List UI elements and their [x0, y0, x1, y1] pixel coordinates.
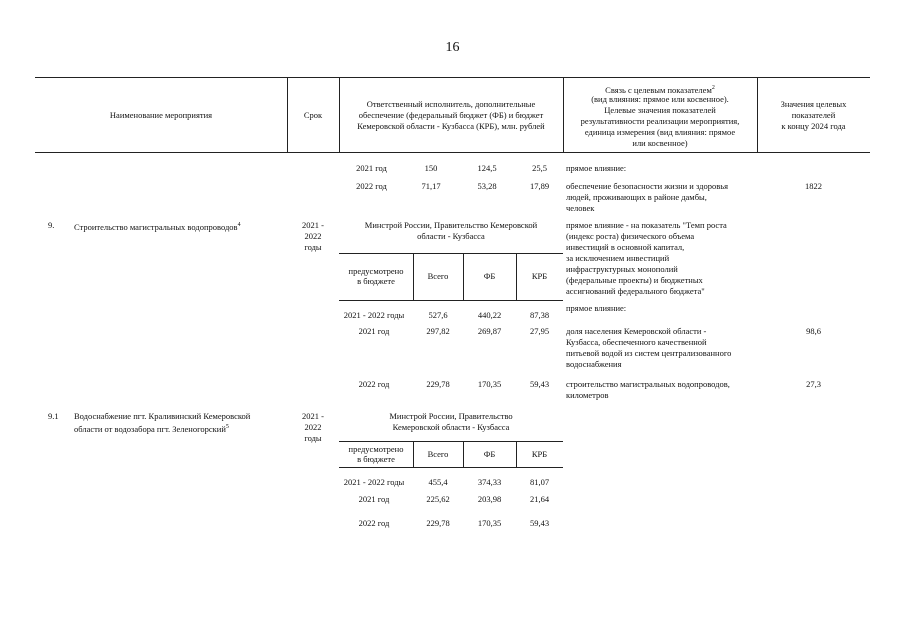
- cell-year: 2022 год: [358, 518, 390, 528]
- header-values-line: показателей: [791, 110, 836, 120]
- link-line: Кузбасса, обеспеченного качественной: [566, 337, 707, 347]
- header-exec-line: Ответственный исполнитель, дополнительные: [366, 99, 536, 109]
- item91-number: 9.1: [48, 411, 59, 421]
- item91-exec-line: Кемеровской области - Кузбасса: [392, 422, 510, 432]
- link-line: ассигнований федерального бюджета": [566, 286, 705, 296]
- page-number: 16: [445, 40, 460, 55]
- header-values-line: к концу 2024 года: [781, 121, 846, 131]
- cell-krb: 59,43: [529, 379, 550, 389]
- item9-name-text: Строительство магистральных водопроводов: [74, 221, 238, 232]
- header-link-line: (вид влияния: прямое или косвенное).: [591, 94, 729, 104]
- cell-year: 2021 год: [358, 494, 390, 504]
- header-link-sup: 2: [711, 85, 715, 91]
- header-link-text: Связь с целевым показателем: [605, 84, 712, 95]
- cell-fb: 53,28: [477, 181, 497, 191]
- link-line: водоснабжения: [566, 359, 622, 369]
- item91-exec-line: Минстрой России, Правительство: [389, 411, 513, 421]
- item91-name-text: области от водозабора пгт. Зеленогорский: [74, 423, 226, 434]
- item9-subtable-top: [339, 253, 563, 254]
- item9-sub-total: Всего: [427, 271, 449, 281]
- link-line: строительство магистральных водопроводов,: [566, 379, 730, 389]
- sub-planned-line: предусмотрено: [348, 266, 404, 276]
- cell-krb: 59,43: [529, 518, 550, 528]
- item9-term-line: годы: [304, 242, 322, 252]
- item91-term-line: 2022: [304, 422, 322, 432]
- top-value: 1822: [805, 181, 822, 191]
- cell-krb: 81,07: [529, 477, 550, 487]
- top-link-line: людей, проживающих в районе дамбы,: [566, 192, 707, 202]
- cell-year: 2022 год: [358, 379, 390, 389]
- cell-year: 2021 год: [356, 163, 387, 173]
- item91-sub-krb: КРБ: [531, 449, 548, 459]
- cell-krb: 87,38: [529, 310, 550, 320]
- link-line: за исключением инвестиций: [566, 253, 670, 263]
- cell-total: 229,78: [426, 518, 450, 528]
- cell-fb: 170,35: [477, 518, 502, 528]
- item9-name: [74, 220, 241, 233]
- cell-year: 2021 - 2022 годы: [343, 477, 405, 487]
- header-link-line: результативности реализации мероприятия,: [580, 116, 740, 126]
- link-line: инвестиций в основной капитал,: [566, 242, 685, 252]
- header-bottom-rule: [35, 152, 870, 153]
- item9-sub-krb: КРБ: [531, 271, 548, 281]
- cell-fb: 170,35: [477, 379, 502, 389]
- link-line: (индекс роста) физического объема: [566, 231, 695, 241]
- header-term: Срок: [303, 110, 323, 120]
- cell-total: 527,6: [428, 310, 448, 320]
- header-exec-line: Кемеровской области - Кузбасса (КРБ), млн. рублей: [357, 121, 545, 131]
- cell-fb: 440,22: [477, 310, 502, 320]
- header-top-rule: [35, 77, 870, 78]
- cell-year: 2022 год: [356, 181, 387, 191]
- header-exec-line: обеспечение (федеральный бюджет (ФБ) и бюджет: [358, 110, 544, 120]
- cell-krb: 21,64: [529, 494, 550, 504]
- item91-name-sup: 5: [225, 424, 229, 430]
- item91-term-line: 2021 -: [302, 411, 324, 421]
- top-link-line: обеспечение безопасности жизни и здоровья: [566, 181, 729, 191]
- cell-krb: 27,95: [529, 326, 550, 336]
- cell-fb: 269,87: [477, 326, 502, 336]
- item9-exec-line: Минстрой России, Правительство Кемеровской: [364, 220, 538, 230]
- header-link-line: единица измерения (вид влияния: прямое: [584, 127, 736, 137]
- top-link-line: человек: [566, 203, 595, 213]
- header-name: Наименование мероприятия: [109, 110, 213, 120]
- item9-exec-line: области - Кузбасса: [417, 231, 485, 241]
- sub-planned-line: в бюджете: [357, 454, 395, 464]
- sub-planned-line: предусмотрено: [348, 444, 404, 454]
- cell-total: 225,62: [426, 494, 450, 504]
- top-link-direct: прямое влияние:: [566, 163, 627, 173]
- item91-subtable-bottom: [339, 467, 563, 468]
- item91-subtable-top: [339, 441, 563, 442]
- cell-fb: 124,5: [477, 163, 497, 173]
- item9-name-sup: 4: [237, 222, 241, 228]
- cell-total: 455,4: [428, 477, 448, 487]
- cell-total: 297,82: [426, 326, 450, 336]
- item9-term-line: 2021 -: [302, 220, 324, 230]
- link-line: доля населения Кемеровской области -: [566, 326, 707, 336]
- cell-total: 150: [424, 163, 438, 173]
- header-link-line: Целевые значения показателей: [604, 105, 716, 115]
- sub-planned-line: в бюджете: [357, 276, 395, 286]
- link-line: инфраструктурных монополий: [566, 264, 678, 274]
- item91-name-line: [74, 422, 229, 435]
- item91-name-line: Водоснабжение пгт. Краливинский Кемеровской: [74, 411, 251, 421]
- item9-value-c: 98,6: [806, 326, 821, 336]
- item91-term-line: годы: [304, 433, 322, 443]
- item9-term-line: 2022: [304, 231, 322, 241]
- link-line: питьевой водой из систем централизованного: [566, 348, 732, 358]
- item9-link-b: прямое влияние:: [566, 303, 627, 313]
- link-line: километров: [566, 390, 609, 400]
- cell-krb: 17,89: [529, 181, 550, 191]
- cell-fb: 374,33: [477, 477, 502, 487]
- link-line: (федеральные проекты) и бюджетных: [566, 275, 703, 285]
- item9-sub-fb: ФБ: [483, 271, 496, 281]
- header-link-line: или косвенное): [632, 138, 688, 148]
- header-values-line: Значения целевых: [780, 99, 847, 109]
- item91-sub-fb: ФБ: [483, 449, 496, 459]
- item9-subtable-bottom: [339, 300, 563, 301]
- link-line: прямое влияние - на показатель "Темп роста: [566, 220, 727, 230]
- cell-total: 229,78: [426, 379, 450, 389]
- cell-total: 71,17: [421, 181, 441, 191]
- cell-krb: 25,5: [532, 163, 547, 173]
- cell-fb: 203,98: [477, 494, 502, 504]
- item9-number: 9.: [48, 220, 55, 230]
- cell-year: 2021 - 2022 годы: [343, 310, 405, 320]
- cell-year: 2021 год: [358, 326, 390, 336]
- item91-sub-total: Всего: [427, 449, 449, 459]
- item9-value-d: 27,3: [806, 379, 821, 389]
